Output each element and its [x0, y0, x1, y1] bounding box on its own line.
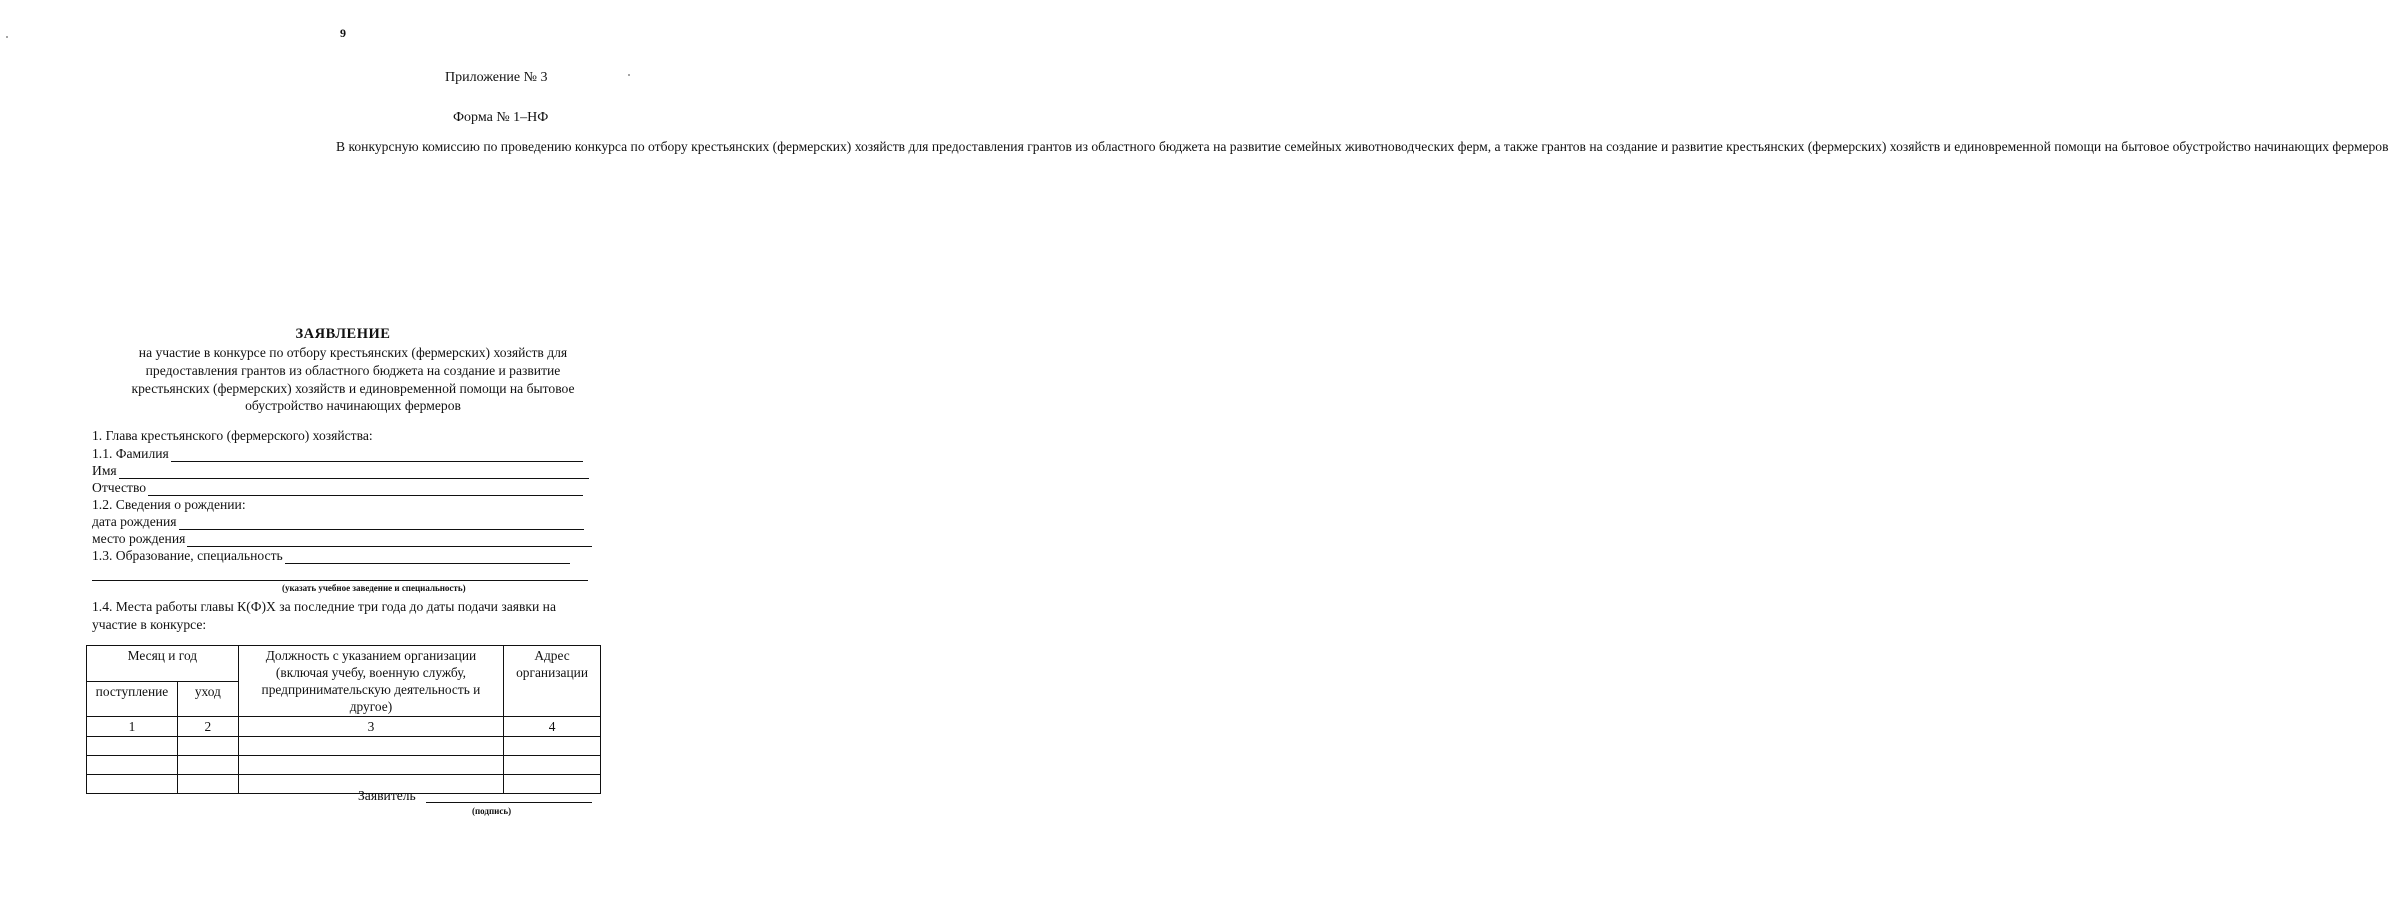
education-extra-field[interactable] — [92, 566, 588, 581]
birth-place-field[interactable] — [92, 531, 592, 547]
scan-speck — [628, 74, 630, 76]
education-label: 1.3. Образование, специальность — [92, 548, 283, 563]
table-row — [87, 737, 601, 756]
education-line[interactable] — [285, 549, 570, 564]
work-history-table — [86, 645, 601, 794]
appendix-label: Приложение № 3 — [445, 70, 548, 85]
name-field[interactable] — [92, 463, 589, 479]
document-title: ЗАЯВЛЕНИЕ — [295, 326, 391, 342]
table-row — [87, 775, 601, 794]
table-cell[interactable] — [87, 775, 178, 794]
education-field[interactable] — [92, 548, 570, 564]
patronymic-field[interactable] — [92, 480, 583, 496]
form-number: Форма № 1–НФ — [453, 110, 549, 125]
position-header: Должность с указанием организации (включая учебу, военную службу, предпринимательскую деятельность и другое) — [238, 646, 503, 717]
signature-label: Заявитель — [358, 788, 416, 803]
birth-place-label: место рождения — [92, 531, 186, 546]
page-number: 9 — [340, 26, 346, 40]
table-cell[interactable] — [504, 775, 601, 794]
entry-header: поступление — [87, 681, 178, 717]
table-cell[interactable] — [238, 756, 503, 775]
patronymic-label: Отчество — [92, 480, 147, 495]
name-line[interactable] — [119, 464, 589, 479]
patronymic-line[interactable] — [148, 481, 583, 496]
month-year-header: Месяц и год — [87, 646, 239, 682]
table-cell[interactable] — [87, 737, 178, 756]
birth-place-line[interactable] — [187, 532, 592, 547]
birth-info-heading: 1.2. Сведения о рождении: — [92, 497, 246, 512]
column-number: 3 — [238, 717, 503, 737]
column-number: 1 — [87, 717, 178, 737]
addressee-block: В конкурсную комиссию по проведению конкурса по отбору крестьянских (фермерских) хозяйств для предоставления грантов из областного бюджета на развитие семейных животноводческих ферм, а также грантов на создание и развитие крестьянских (фермерских) хозяйств и единовременной помощи на бытовое обустройство начинающих фермеров — [336, 139, 2389, 154]
leave-header: уход — [177, 681, 238, 717]
birth-date-field[interactable] — [92, 514, 584, 530]
education-hint: (указать учебное заведение и специальность) — [282, 583, 466, 593]
signature-line[interactable] — [426, 802, 592, 803]
table-cell[interactable] — [504, 756, 601, 775]
table-cell[interactable] — [87, 756, 178, 775]
address-header: Адрес организации — [504, 646, 601, 717]
surname-line[interactable] — [171, 447, 583, 462]
column-number: 4 — [504, 717, 601, 737]
birth-date-line[interactable] — [179, 515, 584, 530]
signature-hint: (подпись) — [472, 806, 512, 816]
table-header-row — [87, 646, 601, 682]
name-label: Имя — [92, 463, 117, 478]
surname-field[interactable] — [92, 446, 583, 462]
column-number-row — [87, 717, 601, 737]
surname-label: 1.1. Фамилия — [92, 446, 169, 461]
column-number: 2 — [177, 717, 238, 737]
table-cell[interactable] — [177, 775, 238, 794]
birth-date-label: дата рождения — [92, 514, 177, 529]
table-row — [87, 756, 601, 775]
head-of-farm-heading: 1. Глава крестьянского (фермерского) хозяйства: — [92, 428, 373, 443]
work-history-heading: 1.4. Места работы главы К(Ф)Х за последние три года до даты подачи заявки на участие в конкурсе: — [92, 599, 556, 632]
table-cell[interactable] — [177, 737, 238, 756]
table-cell[interactable] — [504, 737, 601, 756]
scan-speck — [6, 36, 8, 38]
table-cell[interactable] — [238, 737, 503, 756]
education-extra-line[interactable] — [92, 566, 588, 581]
table-cell[interactable] — [177, 756, 238, 775]
document-subtitle: на участие в конкурсе по отбору крестьянских (фермерских) хозяйств для предоставления грантов из областного бюджета на создание и развитие крестьянских (фермерских) хозяйств и единовременной помощи на бытовое обустройство начинающих фермеров — [131, 345, 575, 414]
